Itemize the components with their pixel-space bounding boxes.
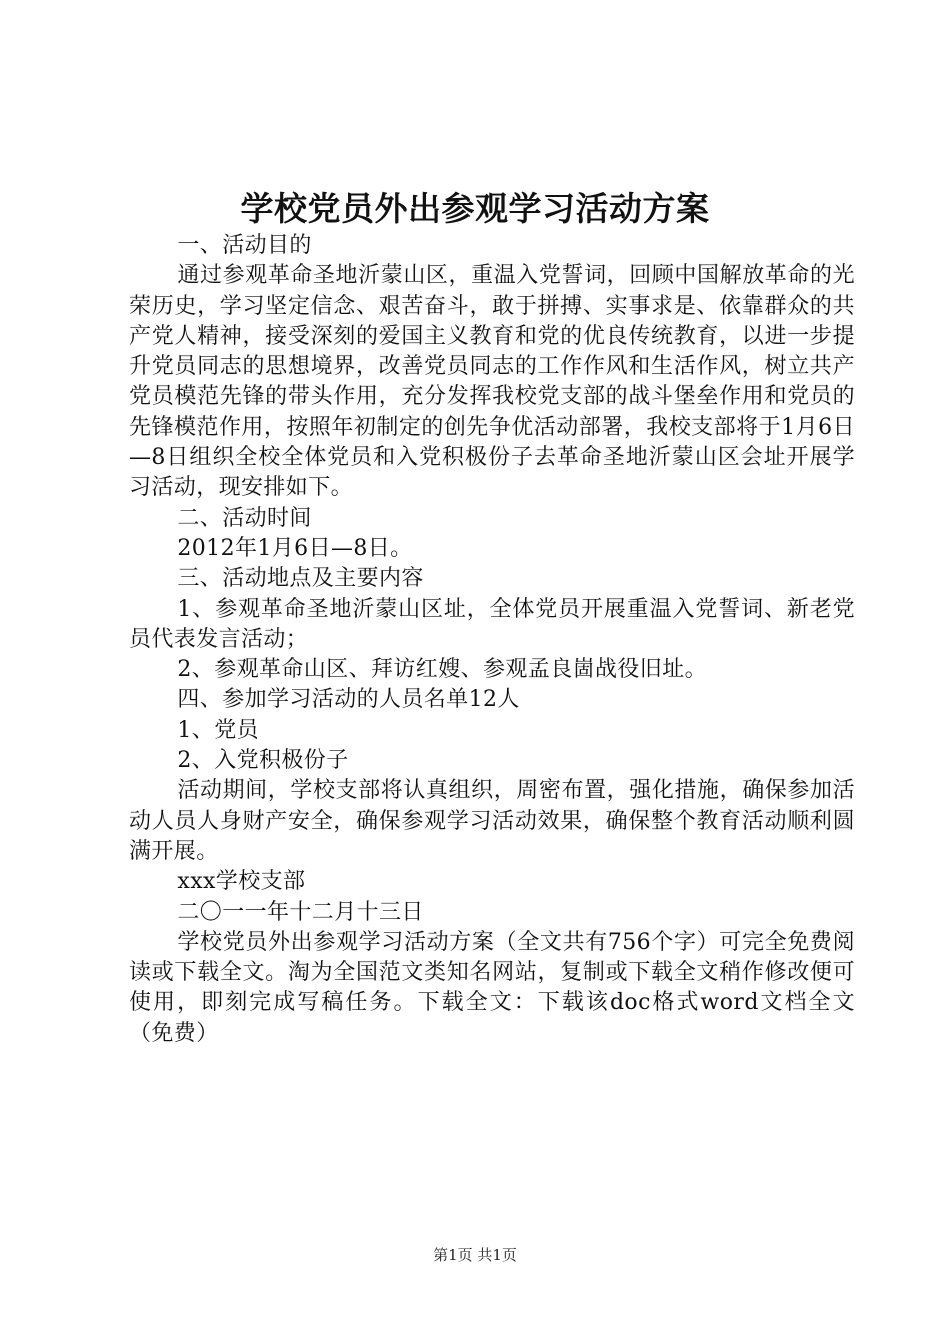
section-heading-participants: 四、参加学习活动的人员名单12人 [177, 687, 520, 713]
location-item-2: 2、参观革命山区、拜访红嫂、参观孟良崮战役旧址。 [177, 657, 707, 683]
document-title: 学校党员外出参观学习活动方案 [240, 189, 710, 228]
document-body [129, 231, 855, 1049]
section-body-purpose: 通过参观革命圣地沂蒙山区，重温入党誓词，回顾中国解放革命的光荣历史，学习坚定信念、艰苦奋斗，敢于拼搏、实事求是、依靠群众的共产党人精神，接受深刻的爱国主义教育和党的优良传统教育，以进一步提升党员同志的思想境界，改善党员同志的工作作风和生活作风，树立共产党员模范先锋的带头作用，充分发挥我校党支部的战斗堡垒作用和党员的先锋模范作用，按照年初制定的创先争优活动部署，我校支部将于1月6日—8日组织全校全体党员和入党积极份子去革命圣地沂蒙山区会址开展学习活动，现安排如下。 [129, 263, 855, 501]
closing-paragraph: 活动期间，学校支部将认真组织，周密布置，强化措施，确保参加活动人员人身财产安全，确保参观学习活动效果，确保整个教育活动顺利圆满开展。 [129, 778, 855, 864]
participant-item-1: 1、党员 [177, 717, 259, 743]
participant-item-2: 2、入党积极份子 [177, 748, 349, 774]
download-notice: 学校党员外出参观学习活动方案（全文共有756个字）可完全免费阅读或下载全文。淘为全国范文类知名网站，复制或下载全文稍作修改便可使用，即刻完成写稿任务。下载全文：下载该doc格式word文档全文（免费） [129, 929, 855, 1046]
location-item-1: 1、参观革命圣地沂蒙山区址，全体党员开展重温入党誓词、新老党员代表发言活动； [129, 596, 855, 652]
page-footer: 第1页 共1页 [433, 1246, 517, 1264]
section-heading-purpose: 一、活动目的 [177, 233, 312, 258]
section-heading-location: 三、活动地点及主要内容 [177, 566, 424, 592]
document-date: 二〇一一年十二月十三日 [177, 899, 424, 925]
section-heading-time: 二、活动时间 [177, 505, 312, 531]
section-body-time: 2012年1月6日—8日。 [177, 535, 413, 561]
signature: xxx学校支部 [177, 869, 306, 895]
